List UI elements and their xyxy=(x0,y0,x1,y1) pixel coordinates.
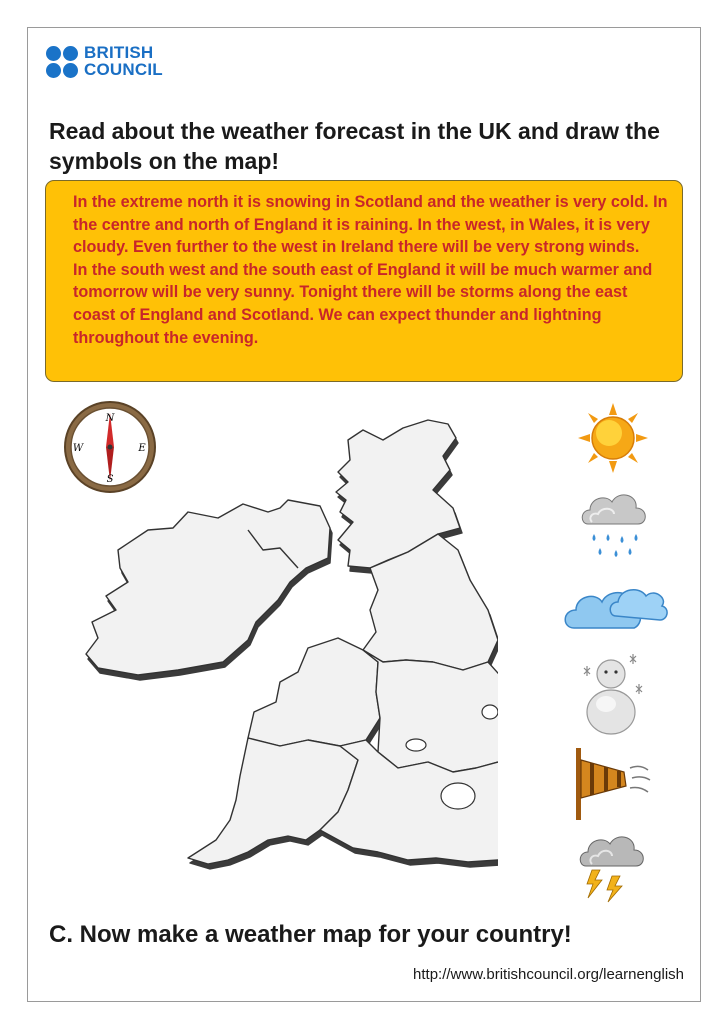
compass-south-label: S xyxy=(106,474,114,485)
map-wales xyxy=(248,638,380,746)
map-midlands-east xyxy=(363,650,498,772)
map-ireland xyxy=(86,500,330,675)
compass-west-label: W xyxy=(72,443,84,454)
logo-text xyxy=(84,44,163,78)
logo-line-2: COUNCIL xyxy=(84,60,163,79)
forecast-paragraph-2: In the south west and the south east of England it will be much warmer and tomorrow will be very sunny. Tonight there will be storms along the east coast of England and Scotland. We can expect thunder and lightning throughout the evening. xyxy=(73,260,653,347)
forecast-paragraph-1: In the extreme north it is snowing in Scotland and the weather is very cold. In the centre and north of England it is raining. In the west, in Wales, it is very cloudy. Even further to the west in Ireland there will be very strong winds. xyxy=(73,193,668,257)
logo-dots-icon xyxy=(46,46,80,80)
rain-cloud-icon xyxy=(580,484,650,564)
website-url[interactable]: http://www.britishcouncil.org/learnenglish xyxy=(413,966,684,983)
logo-line-1: BRITISH xyxy=(84,43,154,62)
windsock-icon xyxy=(574,746,654,822)
compass-north-label: N xyxy=(105,413,115,424)
page-title: Read about the weather forecast in the UK and draw the symbols on the map! xyxy=(49,118,660,174)
task-heading: C. Now make a weather map for your country! xyxy=(49,921,572,948)
snowman-icon xyxy=(576,644,646,736)
map-south-west xyxy=(188,738,358,864)
british-council-logo xyxy=(46,44,186,84)
sun-icon xyxy=(576,401,650,475)
uk-ireland-map xyxy=(58,400,498,900)
storm-cloud-icon xyxy=(578,832,650,904)
compass-east-label: E xyxy=(138,443,146,454)
cloud-icon xyxy=(564,576,668,634)
worksheet-page xyxy=(27,27,701,1002)
forecast-text-box xyxy=(45,180,683,382)
